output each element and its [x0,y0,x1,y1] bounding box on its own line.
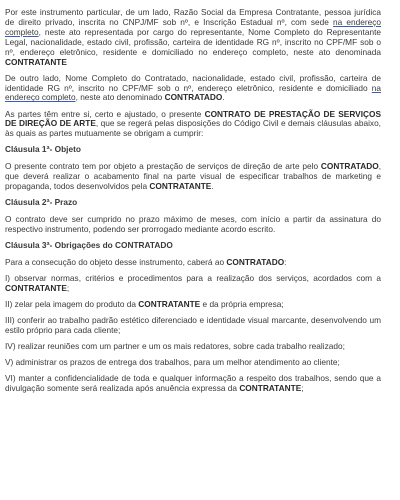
paragraph-text: I) observar normas, critérios e procedimentos para a realização dos serviços, acordados com a [5,273,381,284]
obligation-item-2 [5,300,381,310]
parties-contratante-paragraph [5,8,381,67]
obligation-item-4: IV) realizar reuniões com um partner e um os mais redatores, sobre cada trabalho realizado; [5,341,345,352]
paragraph-text: , neste ato representada por cargo do representante, Nome Completo do Representante Legal, nacionalidade, estado civil, profissão, carteira de identidade RG nº, inscrito no CPF/MF sob o nº, endereço eletrônico, residente e domiciliado no endereço completo, neste ato denominada [5,26,381,57]
paragraph-text: e da própria empresa; [200,299,284,310]
contratado-term: CONTRATADO [164,92,223,103]
paragraph-text: , que se regerá pelas disposições do Código Civil e demais cláusulas abaixo, às quais as partes mutuamente se obrigam a cumprir: [5,118,381,139]
contract-title-term: CONTRATO DE PRESTAÇÃO DE SERVIÇOS DE DIREÇÃO DE ARTE [5,108,381,129]
clause-1-heading: Cláusula 1ª- Objeto [5,144,81,155]
paragraph-text: VI) manter a confidencialidade de toda e qualquer informação a respeito dos trabalhos, sendo que a divulgação somente será realizada após anuência expressa da [5,373,381,394]
contratante-term: CONTRATANTE [239,383,302,394]
heading-text: Cláusula 3ª- Obrigações do [5,240,116,251]
paragraph-text: : [284,257,287,268]
paragraph-text: , que deverá realizar o acabamento final na parte visual de especificar trabalhos de marketing e propaganda, todos desenvolvidos pela [5,161,381,192]
paragraph-text: As partes têm entre si, certo e ajustado, o presente [5,108,205,119]
clause-2-heading: Cláusula 2ª- Prazo [5,197,78,208]
address-link[interactable]: na endereço completo [5,82,381,103]
obligation-item-3: III) conferir ao trabalho padrão estético diferenciado e identidade visual marcante, desenvolvendo um estilo próprio para cada cliente; [5,315,381,336]
contratante-term: CONTRATANTE [138,299,201,310]
clause-3-heading [5,241,381,251]
contratante-term: CONTRATANTE [5,56,67,67]
paragraph-text: Por este instrumento particular, de um lado, Razão Social da Empresa Contratante, pessoa jurídica de direito privado, inscrita no CNPJ/MF sob nº, e Inscrição Estadual nº, com sede [5,7,381,27]
contratado-term: CONTRATADO [320,161,379,172]
obligation-item-1 [5,274,381,294]
paragraph-text: De outro lado, Nome Completo do Contratado, nacionalidade, estado civil, profissão, carteira de identidade RG nº, inscrito no CPF/MF sob o nº, endereço eletrônico, residente e domiciliado [5,72,381,93]
paragraph-text: ; [301,383,304,394]
heading-text: CONTRATADO [115,240,173,251]
contract-document [5,8,381,400]
paragraph-text: ; [66,283,70,294]
contratante-term: CONTRATANTE [5,283,67,294]
address-link[interactable]: na endereço completo [5,16,381,37]
agreement-paragraph [5,110,381,140]
paragraph-text: O presente contrato tem por objeto a prestação de serviços de direção de arte pelo [5,161,321,172]
paragraph-text: II) zelar pela imagem do produto da [5,299,139,310]
contratado-term: CONTRATADO [226,257,285,268]
paragraph-text: . [222,92,225,103]
contratante-term: CONTRATANTE [149,181,212,192]
clause-3-intro [5,258,381,268]
obligation-item-6 [5,374,381,394]
paragraph-text: . [211,181,214,192]
paragraph-text: Para a consecução do objeto desse instrumento, caberá ao [5,257,227,268]
paragraph-text: , neste ato denominado [75,92,165,103]
parties-contratado-paragraph [5,74,381,104]
clause-2-paragraph: O contrato deve ser cumprido no prazo máximo de meses, com início a partir da assinatura do respectivo instrumento, podendo ser prorrogado mediante acordo escrito. [5,214,381,235]
clause-1-paragraph [5,162,381,192]
obligation-item-5: V) administrar os prazos de entrega dos trabalhos, para um melhor atendimento ao cliente; [5,357,340,368]
